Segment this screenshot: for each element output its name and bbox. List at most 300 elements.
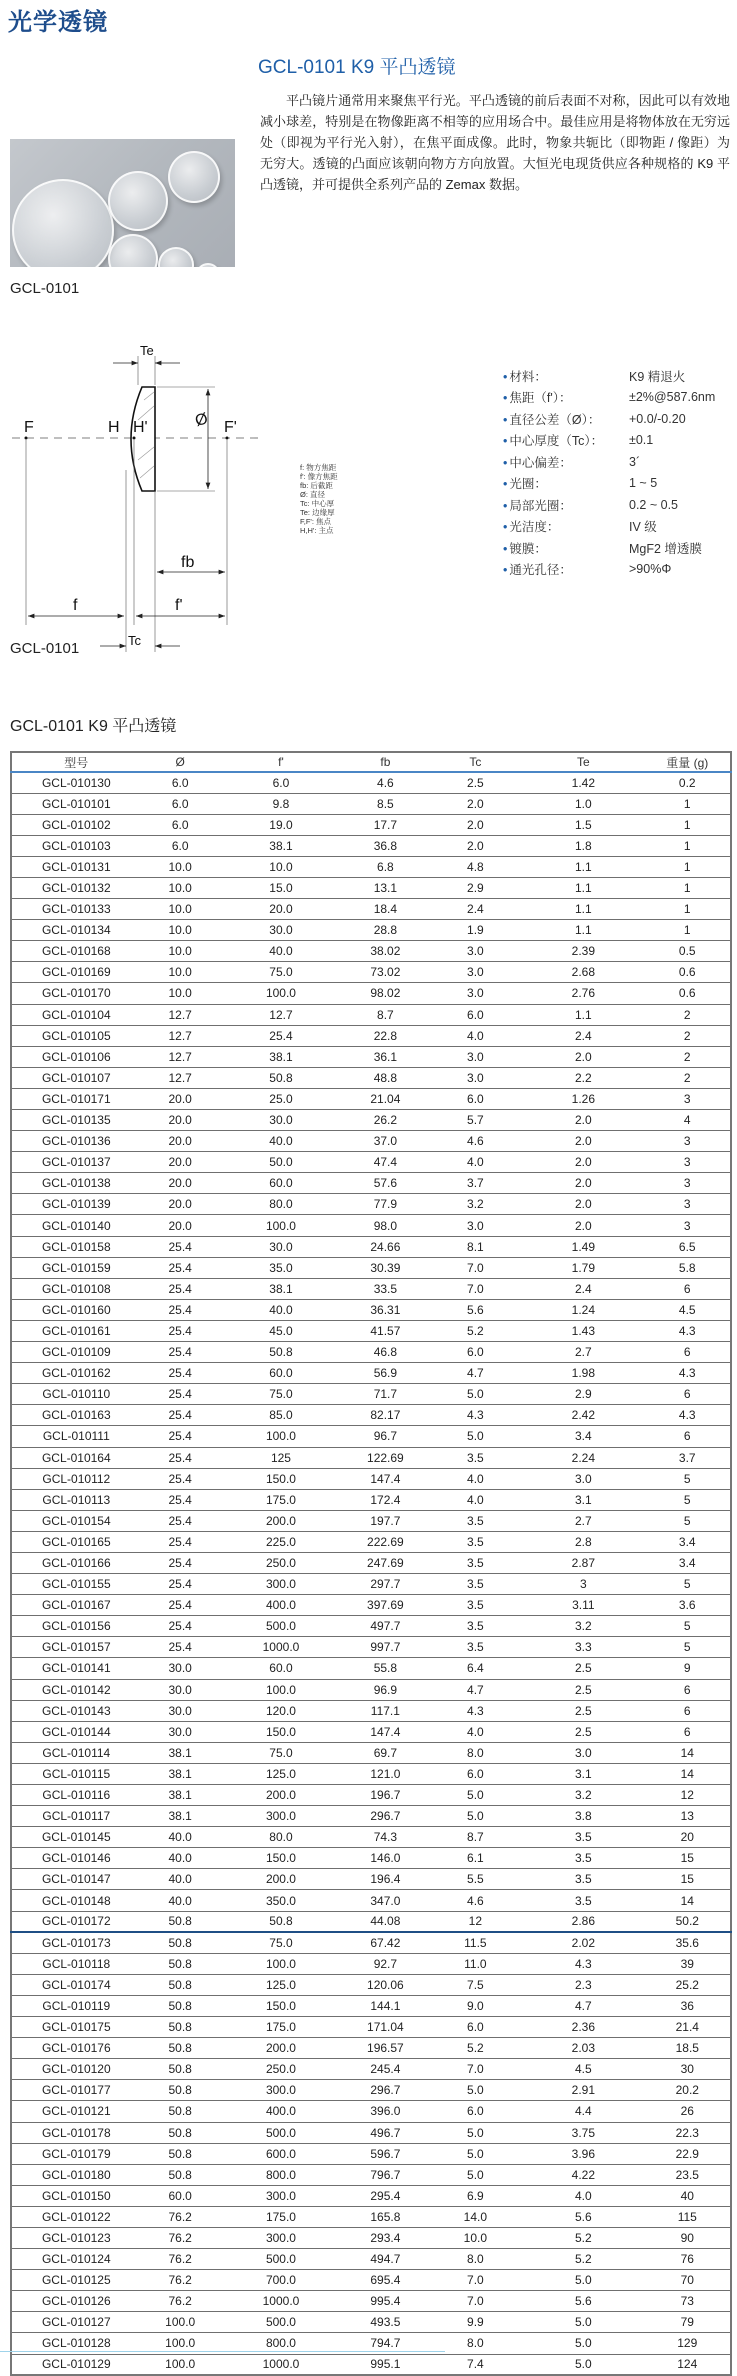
cell-focal-length: 100.0 (220, 1215, 342, 1236)
table-row (11, 856, 731, 877)
cell-model: GCL-010168 (11, 941, 141, 962)
cell-weight: 39 (645, 1953, 731, 1974)
cell-weight: 22.9 (645, 2143, 731, 2164)
cell-focal-length: 300.0 (220, 1574, 342, 1595)
table-row (11, 1088, 731, 1109)
cell-weight: 3 (645, 1194, 731, 1215)
legend-item: f': 像方焦距 (300, 472, 338, 481)
cell-focal-length: 200.0 (220, 1785, 342, 1806)
cell-weight: 2 (645, 1025, 731, 1046)
cell-diameter: 10.0 (141, 962, 220, 983)
cell-back-focal: 4.6 (342, 772, 428, 793)
table-row (11, 1236, 731, 1257)
table-row (11, 962, 731, 983)
cell-model: GCL-010163 (11, 1405, 141, 1426)
cell-back-focal: 57.6 (342, 1173, 428, 1194)
cell-focal-length: 150.0 (220, 1848, 342, 1869)
bullet-icon: • (503, 563, 508, 578)
cell-focal-length: 500.0 (220, 1616, 342, 1637)
cell-center-thickness: 6.0 (429, 1004, 523, 1025)
cell-back-focal: 494.7 (342, 2249, 428, 2270)
cell-diameter: 40.0 (141, 1848, 220, 1869)
cell-center-thickness: 5.0 (429, 1384, 523, 1405)
cell-back-focal: 17.7 (342, 814, 428, 835)
cell-diameter: 50.8 (141, 1911, 220, 1932)
cell-focal-length: 35.0 (220, 1257, 342, 1278)
cell-model: GCL-010142 (11, 1679, 141, 1700)
table-row (11, 2122, 731, 2143)
cell-model: GCL-010137 (11, 1152, 141, 1173)
cell-model: GCL-010116 (11, 1785, 141, 1806)
cell-center-thickness: 5.0 (429, 1806, 523, 1827)
cell-edge-thickness: 3.0 (522, 1742, 644, 1763)
cell-back-focal: 296.7 (342, 2080, 428, 2101)
cell-diameter: 76.2 (141, 2206, 220, 2227)
table-row (11, 1995, 731, 2016)
cell-diameter: 100.0 (141, 2354, 220, 2375)
spec-surface-quality: • 光洁度： IV 级 (503, 520, 657, 535)
table-row (11, 1574, 731, 1595)
cell-weight: 1 (645, 835, 731, 856)
cell-edge-thickness: 4.3 (522, 1953, 644, 1974)
cell-focal-length: 250.0 (220, 1552, 342, 1573)
cell-center-thickness: 5.2 (429, 2038, 523, 2059)
table-row (11, 1320, 731, 1341)
bullet-icon: • (503, 369, 508, 384)
cell-diameter: 10.0 (141, 920, 220, 941)
cell-model: GCL-010162 (11, 1363, 141, 1384)
cell-center-thickness: 3.0 (429, 941, 523, 962)
lens-diagram (0, 330, 290, 660)
cell-back-focal: 293.4 (342, 2227, 428, 2248)
cell-diameter: 40.0 (141, 1890, 220, 1911)
cell-diameter: 50.8 (141, 1953, 220, 1974)
cell-center-thickness: 8.0 (429, 1742, 523, 1763)
legend-item: fb: 后截距 (300, 481, 333, 490)
cell-back-focal: 396.0 (342, 2101, 428, 2122)
cell-diameter: 25.4 (141, 1426, 220, 1447)
table-row (11, 1953, 731, 1974)
cell-weight: 15 (645, 1848, 731, 1869)
table-row (11, 1637, 731, 1658)
table-row (11, 1721, 731, 1742)
cell-diameter: 50.8 (141, 2059, 220, 2080)
cell-model: GCL-010164 (11, 1447, 141, 1468)
cell-edge-thickness: 2.42 (522, 1405, 644, 1426)
cell-diameter: 25.4 (141, 1384, 220, 1405)
cell-model: GCL-010154 (11, 1510, 141, 1531)
cell-weight: 5 (645, 1616, 731, 1637)
cell-back-focal: 36.31 (342, 1299, 428, 1320)
cell-edge-thickness: 5.6 (522, 2291, 644, 2312)
cell-focal-length: 45.0 (220, 1320, 342, 1341)
cell-focal-length: 75.0 (220, 1932, 342, 1953)
cell-weight: 115 (645, 2206, 731, 2227)
cell-model: GCL-010155 (11, 1574, 141, 1595)
cell-focal-length: 300.0 (220, 1806, 342, 1827)
cell-center-thickness: 3.5 (429, 1574, 523, 1595)
cell-model: GCL-010111 (11, 1426, 141, 1447)
cell-weight: 124 (645, 2354, 731, 2375)
cell-weight: 13 (645, 1806, 731, 1827)
table-row (11, 2354, 731, 2375)
legend-item: H,H': 主点 (300, 526, 334, 535)
cell-diameter: 6.0 (141, 793, 220, 814)
cell-edge-thickness: 3.96 (522, 2143, 644, 2164)
cell-back-focal: 120.06 (342, 1974, 428, 1995)
cell-focal-length: 1000.0 (220, 2291, 342, 2312)
cell-diameter: 20.0 (141, 1173, 220, 1194)
cell-model: GCL-010121 (11, 2101, 141, 2122)
cell-model: GCL-010126 (11, 2291, 141, 2312)
cell-back-focal: 37.0 (342, 1131, 428, 1152)
cell-diameter: 40.0 (141, 1827, 220, 1848)
photo-caption: GCL-0101 (10, 280, 80, 297)
cell-back-focal: 995.1 (342, 2354, 428, 2375)
spec-coating: • 镀膜： MgF2 增透膜 (503, 541, 702, 556)
cell-model: GCL-010103 (11, 835, 141, 856)
cell-weight: 2 (645, 1067, 731, 1088)
table-row (11, 941, 731, 962)
cell-edge-thickness: 1.24 (522, 1299, 644, 1320)
table-row (11, 1552, 731, 1573)
cell-back-focal: 496.7 (342, 2122, 428, 2143)
cell-focal-length: 100.0 (220, 1953, 342, 1974)
cell-diameter: 76.2 (141, 2227, 220, 2248)
cell-center-thickness: 5.0 (429, 1426, 523, 1447)
cell-model: GCL-010172 (11, 1911, 141, 1932)
cell-back-focal: 30.39 (342, 1257, 428, 1278)
table-row (11, 2249, 731, 2270)
cell-center-thickness: 4.0 (429, 1721, 523, 1742)
cell-edge-thickness: 2.2 (522, 1067, 644, 1088)
cell-focal-length: 400.0 (220, 1595, 342, 1616)
cell-focal-length: 40.0 (220, 1299, 342, 1320)
cell-diameter: 12.7 (141, 1004, 220, 1025)
table-row (11, 1173, 731, 1194)
cell-back-focal: 22.8 (342, 1025, 428, 1046)
cell-focal-length: 60.0 (220, 1363, 342, 1384)
cell-model: GCL-010120 (11, 2059, 141, 2080)
cell-center-thickness: 8.1 (429, 1236, 523, 1257)
cell-edge-thickness: 2.39 (522, 941, 644, 962)
cell-diameter: 20.0 (141, 1152, 220, 1173)
label-h: H (108, 419, 120, 436)
cell-edge-thickness: 2.0 (522, 1173, 644, 1194)
cell-focal-length: 75.0 (220, 962, 342, 983)
table-row (11, 1067, 731, 1088)
table-row (11, 1679, 731, 1700)
decorative-line (0, 2346, 445, 2352)
table-row (11, 2206, 731, 2227)
cell-model: GCL-010176 (11, 2038, 141, 2059)
cell-model: GCL-010158 (11, 1236, 141, 1257)
cell-edge-thickness: 2.03 (522, 2038, 644, 2059)
diagram-caption: GCL-0101 (10, 640, 80, 657)
table-row (11, 920, 731, 941)
cell-focal-length: 200.0 (220, 2038, 342, 2059)
cell-weight: 14 (645, 1890, 731, 1911)
legend-item: Tc: 中心厚 (300, 499, 335, 508)
cell-model: GCL-010135 (11, 1110, 141, 1131)
cell-back-focal: 26.2 (342, 1110, 428, 1131)
table-row (11, 1827, 731, 1848)
cell-focal-length: 175.0 (220, 2206, 342, 2227)
table-row (11, 1278, 731, 1299)
cell-center-thickness: 7.0 (429, 2270, 523, 2291)
cell-edge-thickness: 2.7 (522, 1510, 644, 1531)
cell-edge-thickness: 4.7 (522, 1995, 644, 2016)
cell-center-thickness: 5.0 (429, 1785, 523, 1806)
cell-focal-length: 1000.0 (220, 2354, 342, 2375)
cell-model: GCL-010150 (11, 2185, 141, 2206)
cell-focal-length: 6.0 (220, 772, 342, 793)
cell-weight: 36 (645, 1995, 731, 2016)
cell-focal-length: 80.0 (220, 1827, 342, 1848)
label-f-point: F (24, 419, 34, 436)
cell-edge-thickness: 1.79 (522, 1257, 644, 1278)
cell-focal-length: 25.4 (220, 1025, 342, 1046)
cell-back-focal: 347.0 (342, 1890, 428, 1911)
cell-weight: 5 (645, 1574, 731, 1595)
spec-material: • 材料： K9 精退火 (503, 369, 686, 384)
spec-table-container (10, 751, 732, 2376)
table-row (11, 2059, 731, 2080)
cell-center-thickness: 4.6 (429, 1131, 523, 1152)
table-row (11, 1426, 731, 1447)
cell-weight: 6 (645, 1700, 731, 1721)
cell-edge-thickness: 5.0 (522, 2354, 644, 2375)
cell-focal-length: 60.0 (220, 1658, 342, 1679)
cell-weight: 6 (645, 1342, 731, 1363)
cell-edge-thickness: 3.75 (522, 2122, 644, 2143)
cell-focal-length: 38.1 (220, 835, 342, 856)
cell-diameter: 25.4 (141, 1489, 220, 1510)
cell-weight: 3 (645, 1215, 731, 1236)
cell-weight: 25.2 (645, 1974, 731, 1995)
cell-model: GCL-010146 (11, 1848, 141, 1869)
table-row (11, 814, 731, 835)
cell-diameter: 20.0 (141, 1088, 220, 1109)
table-row (11, 1131, 731, 1152)
cell-focal-length: 150.0 (220, 1468, 342, 1489)
cell-edge-thickness: 3.5 (522, 1848, 644, 1869)
cell-center-thickness: 5.7 (429, 1110, 523, 1131)
cell-edge-thickness: 5.0 (522, 2333, 644, 2354)
cell-edge-thickness: 1.42 (522, 772, 644, 793)
table-row (11, 1616, 731, 1637)
cell-center-thickness: 11.5 (429, 1932, 523, 1953)
spec-diameter-tolerance: • 直径公差（Ø）： +0.0/-0.20 (503, 411, 686, 427)
col-header-back-focal: fb (342, 752, 428, 772)
cell-focal-length: 80.0 (220, 1194, 342, 1215)
cell-model: GCL-010123 (11, 2227, 141, 2248)
cell-focal-length: 400.0 (220, 2101, 342, 2122)
cell-edge-thickness: 2.87 (522, 1552, 644, 1573)
cell-model: GCL-010141 (11, 1658, 141, 1679)
cell-weight: 40 (645, 2185, 731, 2206)
table-row (11, 2227, 731, 2248)
cell-focal-length: 50.8 (220, 1342, 342, 1363)
table-row (11, 772, 731, 793)
cell-diameter: 50.8 (141, 2080, 220, 2101)
cell-back-focal: 36.1 (342, 1046, 428, 1067)
label-f-prime-point: F' (224, 419, 237, 436)
cell-back-focal: 98.0 (342, 1215, 428, 1236)
cell-back-focal: 8.7 (342, 1004, 428, 1025)
cell-back-focal: 196.57 (342, 2038, 428, 2059)
cell-focal-length: 50.8 (220, 1067, 342, 1088)
cell-focal-length: 40.0 (220, 1131, 342, 1152)
bullet-icon: • (503, 391, 508, 406)
cell-back-focal: 56.9 (342, 1363, 428, 1384)
cell-edge-thickness: 2.5 (522, 1700, 644, 1721)
cell-diameter: 25.4 (141, 1405, 220, 1426)
cell-edge-thickness: 3.8 (522, 1806, 644, 1827)
cell-back-focal: 596.7 (342, 2143, 428, 2164)
cell-back-focal: 38.02 (342, 941, 428, 962)
cell-center-thickness: 4.3 (429, 1405, 523, 1426)
cell-weight: 3.4 (645, 1531, 731, 1552)
cell-back-focal: 247.69 (342, 1552, 428, 1573)
cell-focal-length: 100.0 (220, 983, 342, 1004)
cell-back-focal: 794.7 (342, 2333, 428, 2354)
cell-edge-thickness: 3 (522, 1574, 644, 1595)
cell-edge-thickness: 2.4 (522, 1278, 644, 1299)
cell-diameter: 76.2 (141, 2249, 220, 2270)
cell-focal-length: 75.0 (220, 1742, 342, 1763)
cell-focal-length: 600.0 (220, 2143, 342, 2164)
cell-focal-length: 50.0 (220, 1152, 342, 1173)
table-title: GCL-0101 K9 平凸透镜 (10, 718, 177, 735)
cell-diameter: 30.0 (141, 1658, 220, 1679)
cell-weight: 3.6 (645, 1595, 731, 1616)
cell-model: GCL-010106 (11, 1046, 141, 1067)
cell-focal-length: 800.0 (220, 2164, 342, 2185)
cell-center-thickness: 4.0 (429, 1468, 523, 1489)
cell-focal-length: 175.0 (220, 1489, 342, 1510)
cell-focal-length: 800.0 (220, 2333, 342, 2354)
cell-center-thickness: 2.4 (429, 899, 523, 920)
spec-list (503, 365, 715, 580)
cell-edge-thickness: 4.5 (522, 2059, 644, 2080)
cell-weight: 18.5 (645, 2038, 731, 2059)
table-row (11, 1194, 731, 1215)
spec-table (10, 751, 732, 2376)
cell-center-thickness: 4.7 (429, 1363, 523, 1384)
lens-image-4 (108, 234, 158, 267)
cell-focal-length: 9.8 (220, 793, 342, 814)
label-fb: fb (181, 554, 195, 571)
cell-center-thickness: 2.0 (429, 835, 523, 856)
cell-center-thickness: 6.0 (429, 1763, 523, 1784)
cell-diameter: 50.8 (141, 2143, 220, 2164)
cell-center-thickness: 12 (429, 1911, 523, 1932)
cell-center-thickness: 8.0 (429, 2333, 523, 2354)
cell-model: GCL-010110 (11, 1384, 141, 1405)
cell-back-focal: 44.08 (342, 1911, 428, 1932)
cell-model: GCL-010174 (11, 1974, 141, 1995)
cell-focal-length: 75.0 (220, 1384, 342, 1405)
lens-image-2 (108, 171, 168, 231)
table-row (11, 2080, 731, 2101)
table-row (11, 1025, 731, 1046)
cell-model: GCL-010148 (11, 1890, 141, 1911)
cell-focal-length: 500.0 (220, 2249, 342, 2270)
cell-edge-thickness: 1.1 (522, 877, 644, 898)
cell-center-thickness: 3.5 (429, 1616, 523, 1637)
cell-edge-thickness: 2.68 (522, 962, 644, 983)
cell-weight: 26 (645, 2101, 731, 2122)
cell-diameter: 10.0 (141, 941, 220, 962)
cell-weight: 3.4 (645, 1552, 731, 1573)
cell-model: GCL-010171 (11, 1088, 141, 1109)
cell-weight: 2 (645, 1046, 731, 1067)
cell-diameter: 50.8 (141, 2101, 220, 2122)
cell-weight: 1 (645, 899, 731, 920)
cell-weight: 50.2 (645, 1911, 731, 1932)
cell-model: GCL-010105 (11, 1025, 141, 1046)
cell-edge-thickness: 2.0 (522, 1152, 644, 1173)
cell-back-focal: 28.8 (342, 920, 428, 941)
table-row (11, 1700, 731, 1721)
cell-model: GCL-010159 (11, 1257, 141, 1278)
cell-edge-thickness: 5.6 (522, 2206, 644, 2227)
cell-edge-thickness: 2.36 (522, 2017, 644, 2038)
cell-center-thickness: 4.0 (429, 1489, 523, 1510)
cell-focal-length: 40.0 (220, 941, 342, 962)
cell-weight: 79 (645, 2312, 731, 2333)
table-row (11, 1742, 731, 1763)
cell-back-focal: 165.8 (342, 2206, 428, 2227)
cell-center-thickness: 6.4 (429, 1658, 523, 1679)
table-row (11, 2017, 731, 2038)
cell-weight: 6 (645, 1426, 731, 1447)
cell-focal-length: 19.0 (220, 814, 342, 835)
cell-center-thickness: 3.5 (429, 1552, 523, 1573)
cell-diameter: 20.0 (141, 1131, 220, 1152)
table-row (11, 1257, 731, 1278)
col-header-edge-thickness: Te (522, 752, 644, 772)
table-row (11, 1405, 731, 1426)
cell-weight: 6 (645, 1721, 731, 1742)
cell-model: GCL-010109 (11, 1342, 141, 1363)
cell-center-thickness: 6.0 (429, 2017, 523, 2038)
table-row (11, 2101, 731, 2122)
cell-model: GCL-010117 (11, 1806, 141, 1827)
cell-diameter: 25.4 (141, 1468, 220, 1489)
cell-weight: 0.6 (645, 962, 731, 983)
label-te: Te (140, 343, 154, 358)
cell-model: GCL-010136 (11, 1131, 141, 1152)
cell-center-thickness: 9.9 (429, 2312, 523, 2333)
cell-weight: 5.8 (645, 1257, 731, 1278)
cell-focal-length: 500.0 (220, 2122, 342, 2143)
cell-edge-thickness: 3.0 (522, 1468, 644, 1489)
cell-diameter: 50.8 (141, 1974, 220, 1995)
cell-focal-length: 1000.0 (220, 1637, 342, 1658)
cell-diameter: 25.4 (141, 1531, 220, 1552)
cell-weight: 4.3 (645, 1363, 731, 1384)
table-header-row (11, 752, 731, 772)
cell-diameter: 50.8 (141, 2017, 220, 2038)
cell-edge-thickness: 4.22 (522, 2164, 644, 2185)
cell-focal-length: 125.0 (220, 1763, 342, 1784)
cell-diameter: 50.8 (141, 2122, 220, 2143)
cell-model: GCL-010119 (11, 1995, 141, 2016)
cell-edge-thickness: 1.1 (522, 920, 644, 941)
table-row (11, 1046, 731, 1067)
